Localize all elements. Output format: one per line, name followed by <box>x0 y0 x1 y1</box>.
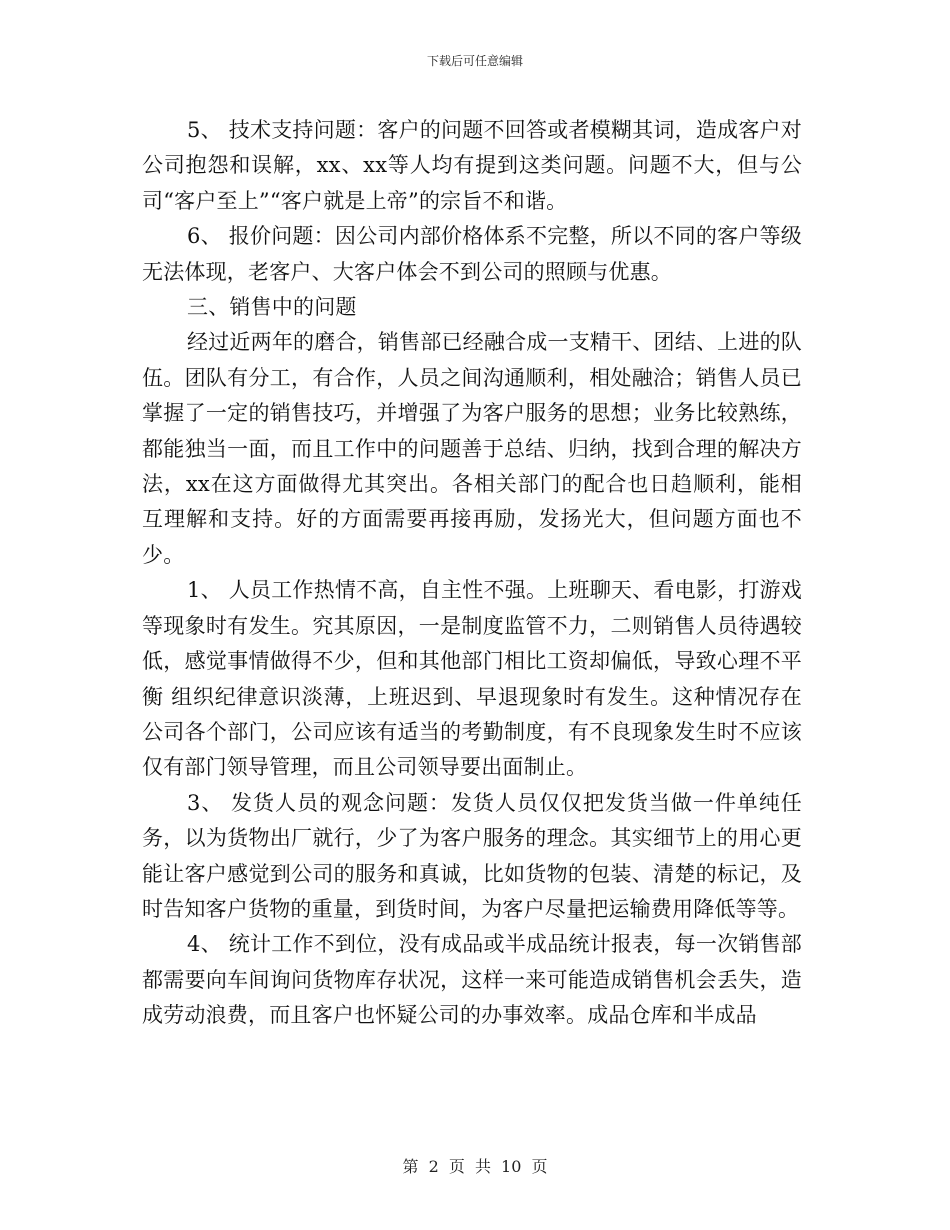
paragraph-pricing: 6、 报价问题：因公司内部价格体系不完整，所以不同的客户等级无法体现，老客户、大客户体会不到公司的照顾与优惠。 <box>142 224 802 284</box>
page-header: 下载后可任意编辑 <box>426 54 523 68</box>
paragraph-tech-support: 5、 技术支持问题：客户的问题不回答或者模糊其词，造成客户对公司抱怨和误解，xx、xx等人均有提到这类问题。问题不大，但与公司“客户至上”“客户就是上帝”的宗旨不和谐。 <box>142 118 802 213</box>
paragraph-shipping-staff: 3、 发货人员的观念问题：发货人员仅仅把发货当做一件单纯任务，以为货物出厂就行，少了为客户服务的理念。其实细节上的用心更能让客户感觉到公司的服务和真诚，比如货物的包装、清楚的标记，及时告知客户货物的重量，到货时间，为客户尽量把运输费用降低等等。 <box>142 790 802 921</box>
paragraph-staff-enthusiasm: 1、 人员工作热情不高，自主性不强。上班聊天、看电影，打游戏等现象时有发生。究其原因，一是制度监管不力，二则销售人员待遇较低，感觉事情做得不少，但和其他部门相比工资却偏低，导致心理不平衡 组织纪律意识淡薄，上班迟到、早退现象时有发生。这种情况存在公司各个部门，公司应该有适当的考勤制度，有不良现象发生时不应该仅有部门领导管理，而且公司领导要出面制止。 <box>142 578 802 780</box>
document-body <box>142 113 802 1034</box>
paragraph-statistics: 4、 统计工作不到位，没有成品或半成品统计报表，每一次销售部都需要向车间询问货物库存状况，这样一来可能造成销售机会丢失，造成劳动浪费，而且客户也怀疑公司的办事效率。成品仓库和半成品 <box>142 932 802 1028</box>
paragraph-team-overview: 经过近两年的磨合，销售部已经融合成一支精干、团结、上进的队伍。团队有分工，有合作，人员之间沟通顺利，相处融洽；销售人员已掌握了一定的销售技巧，并增强了为客户服务的思想；业务比较熟练，都能独当一面，而且工作中的问题善于总结、归纳，找到合理的解决方法，xx在这方面做得尤其突出。各相关部门的配合也日趋顺利，能相互理解和支持。好的方面需要再接再励，发扬光大，但问题方面也不少。 <box>142 330 802 567</box>
page-number-footer: 第 2 页 共 10 页 <box>402 1157 548 1176</box>
section-heading-sales-problems: 三、销售中的问题 <box>187 295 357 320</box>
